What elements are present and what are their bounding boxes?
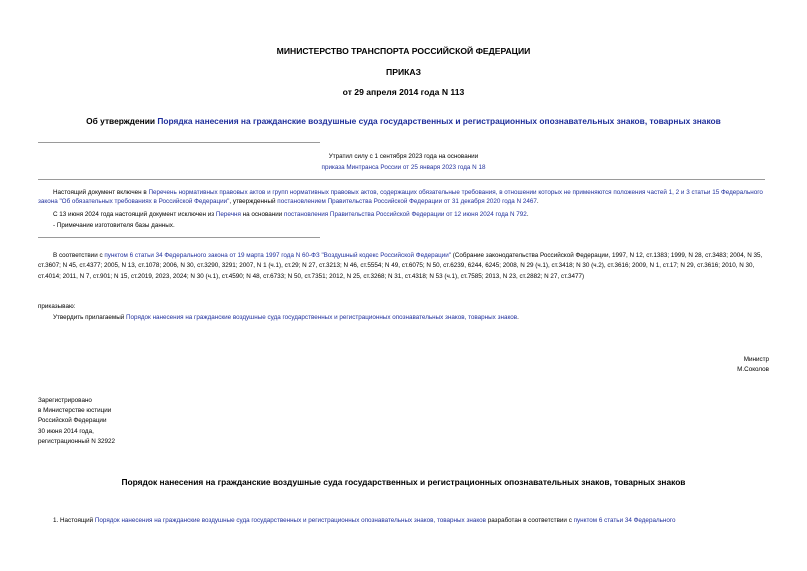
air-code-link[interactable]: пунктом 6 статьи 34 Федерального закона от 19 марта 1997 года N 60-ФЗ "Воздушный кодекс Российской Федерации": [104, 252, 452, 259]
status-line: Утратил силу с 1 сентября 2023 года на основании: [328, 153, 479, 160]
procedure-link[interactable]: Порядок нанесения на гражданские воздушные суда государственных и регистрационных опознавательных знаков, товарных знаков: [126, 314, 518, 321]
preamble-paragraph: [38, 251, 768, 282]
order-text: .: [517, 314, 519, 321]
document-title: [0, 116, 807, 126]
note-text: Настоящий документ включен в: [53, 189, 149, 196]
divider: [38, 142, 320, 143]
order-text: Утвердить прилагаемый: [53, 314, 127, 321]
note-paragraph-2: [38, 210, 768, 219]
appendix-procedure-link[interactable]: Порядок нанесения на гражданские воздушные суда государственных и регистрационных опознавательных знаков, товарных знаков: [94, 517, 486, 524]
registration-line: Российской Федерации: [38, 417, 107, 425]
signature-position: Министр: [743, 356, 769, 363]
note-text: .: [526, 211, 529, 218]
repeal-order-link[interactable]: приказа Минтранса России от 25 января 2023 года N 18: [321, 164, 486, 171]
registration-line: 30 июня 2014 года,: [38, 427, 94, 435]
registration-block: [38, 396, 115, 447]
title-prefix: Об утверждении: [86, 116, 158, 126]
title-link[interactable]: Порядка нанесения на гражданские воздушные суда государственных и регистрационных опознавательных знаков, товарных знаков: [157, 116, 721, 126]
decree-2467-link[interactable]: постановлением Правительства Российской Федерации от 31 декабря 2020 года N 2467: [277, 198, 537, 205]
note-text: С 13 июня 2024 года настоящий документ исключен из: [53, 211, 216, 218]
order-word: приказываю:: [38, 303, 76, 310]
preamble-text: (Собрание законодательства Российской Федерации, 1997, N 12, ст.1383; 1999, N 28, ст.3483; 2004, N 35, ст.3607; N 45, ст.4377; 2005, N 13, ст.1078; 2006, N 30, ст.3290, 3291; 2007, N 1 (ч.1), ст.29; N 27, ст.3213; N 46, ст.5554; N 49, ст.6075; N 50, ст.6239, 6244, 6245; 2008, N 29 (ч.1), ст.3418; N 30 (ч.2), ст.3616; 2009, N 1, ст.17; N 29, ст.3616; 2010, N 30, ст.4014; 2011, N 7, ст.901; N 15, ст.2019, 2023, 2024; N 30 (ч.1), ст.4590; N 48, ст.6733; N 50, ст.7351; 2012, N 25, ст.3268; N 31, ст.4318; N 53 (ч.1), ст.7585; 2013, N 23, ст.2882; N 27, ст.3477): [38, 252, 763, 280]
order-paragraph: [53, 313, 773, 322]
appendix-title: Порядок нанесения на гражданские воздушные суда государственных и регистрационных опознавательных знаков, товарных знаков: [121, 477, 686, 487]
list-link[interactable]: Перечень нормативных правовых актов и групп нормативных правовых актов, содержащих обязательные требования, в отношении которых не применяются положения частей 1, 2 и 3 статьи 15 Федерального закона "Об обязательных требованиях в Российской Федерации": [38, 189, 763, 205]
date-number-heading: от 29 апреля 2014 года N 113: [342, 87, 465, 97]
list-short-link[interactable]: Перечня: [215, 211, 241, 218]
signature-name: М.Соколов: [737, 366, 769, 373]
appendix-air-code-link[interactable]: пунктом 6 статьи 34 Федерального: [573, 517, 676, 524]
registration-line: регистрационный N 32922: [38, 437, 116, 445]
registration-line: Зарегистрировано: [38, 397, 92, 404]
decree-792-link[interactable]: постановления Правительства Российской Федерации от 12 июня 2024 года N 792: [284, 211, 527, 218]
status-link-line: [0, 163, 807, 172]
doc-type-heading: ПРИКАЗ: [386, 67, 421, 77]
appendix-text: разработан в соответствии с: [486, 517, 574, 524]
appendix-text: 1. Настоящий: [53, 517, 95, 524]
registration-line: в Министерстве юстиции: [38, 407, 112, 415]
note-text: , утвержденный: [229, 198, 278, 205]
ministry-heading: МИНИСТЕРСТВО ТРАНСПОРТА РОССИЙСКОЙ ФЕДЕРАЦИИ: [276, 46, 531, 56]
appendix-paragraph-1: [53, 516, 773, 525]
db-note: - Примечание изготовителя базы данных.: [53, 222, 175, 229]
divider: [38, 237, 320, 238]
note-text: .: [536, 198, 539, 205]
note-paragraph-1: [38, 188, 768, 206]
preamble-text: В соответствии с: [53, 252, 105, 259]
note-text: на основании: [240, 211, 285, 218]
divider: [38, 179, 765, 180]
